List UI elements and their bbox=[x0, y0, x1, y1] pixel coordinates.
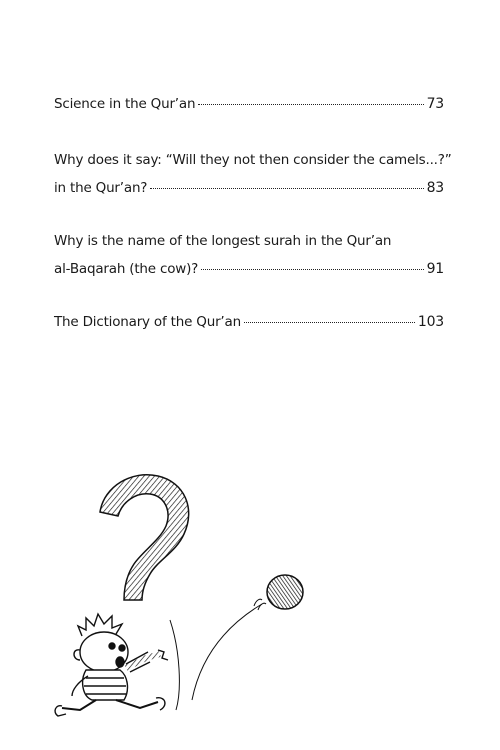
toc-page-number: 103 bbox=[417, 314, 444, 330]
dot-leader bbox=[201, 269, 423, 270]
toc-page-number: 83 bbox=[426, 180, 444, 196]
dot-leader bbox=[198, 104, 423, 105]
toc-entry-title-continued: in the Qur’an? bbox=[54, 180, 148, 196]
toc-page-number: 91 bbox=[426, 261, 444, 277]
toc-entry-title: Science in the Qur’an bbox=[54, 96, 196, 112]
toc-page-number: 73 bbox=[426, 96, 444, 112]
toc-entry bbox=[54, 96, 444, 124]
toc-entry-title: Why is the name of the longest surah in the Qur’an bbox=[54, 233, 392, 249]
dot-leader bbox=[150, 188, 423, 189]
toc-entry-title: Why does it say: “Will they not then consider the camels...?” bbox=[54, 152, 452, 168]
toc-entry bbox=[54, 152, 452, 208]
toc-entry-title-continued: al-Baqarah (the cow)? bbox=[54, 261, 199, 277]
ball-icon bbox=[254, 575, 303, 610]
motion-line bbox=[170, 620, 179, 710]
question-mark-icon bbox=[100, 475, 189, 600]
toc-entry bbox=[54, 233, 444, 289]
toc-entry bbox=[54, 314, 444, 342]
dot-leader bbox=[244, 322, 415, 323]
toc-entry-title: The Dictionary of the Qur’an bbox=[54, 314, 241, 330]
motion-line bbox=[192, 604, 262, 700]
boy-icon bbox=[55, 614, 168, 716]
